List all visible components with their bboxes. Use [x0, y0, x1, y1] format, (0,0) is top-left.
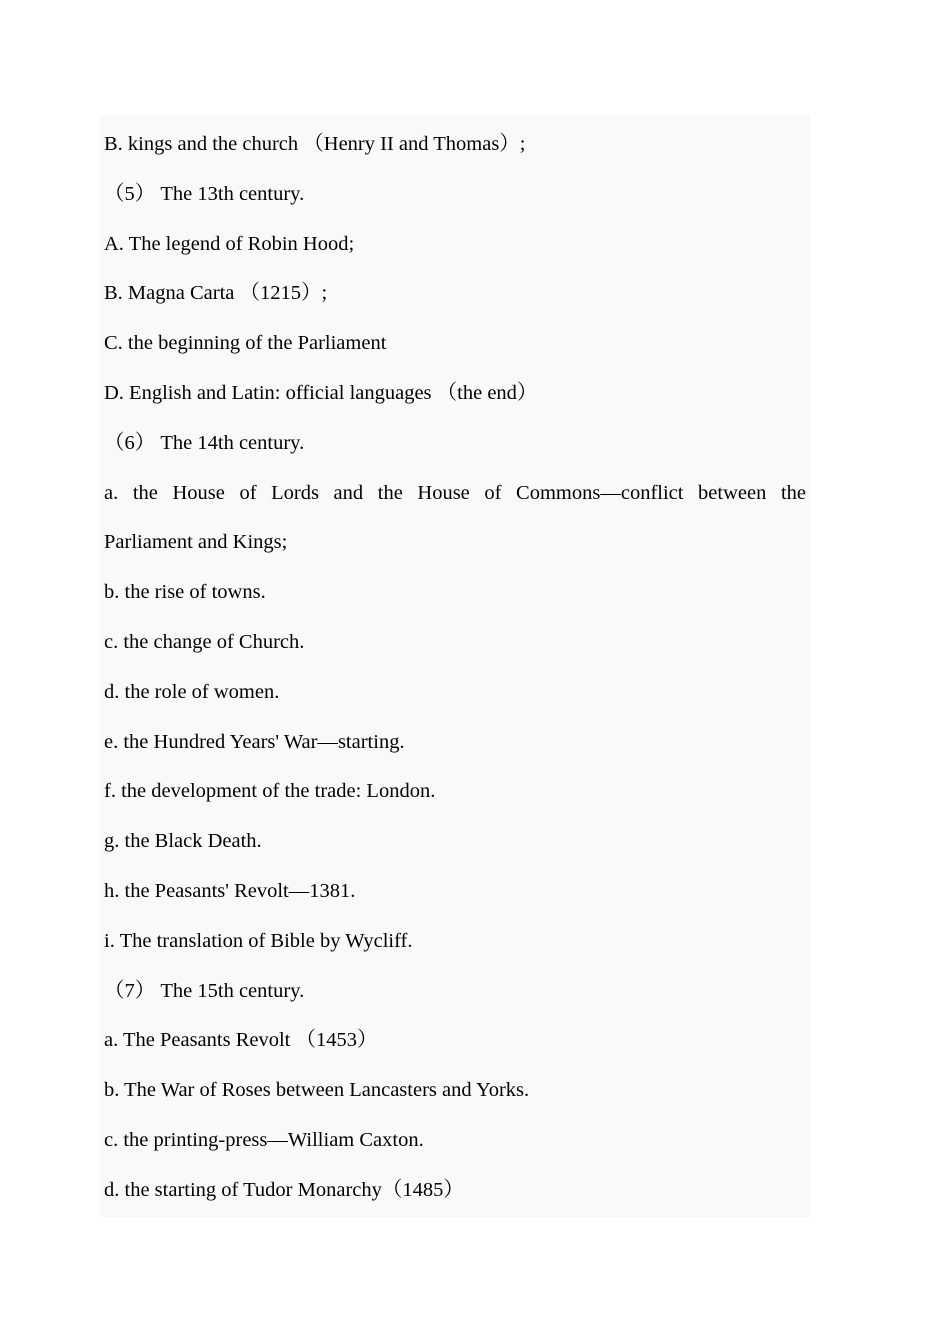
heading-13th-century: （5） The 13th century.: [104, 183, 305, 205]
line-change-of-church: c. the change of Church.: [104, 631, 305, 653]
line-hundred-years-war: e. the Hundred Years' War—starting.: [104, 731, 405, 753]
line-bible-translation: i. The translation of Bible by Wycliff.: [104, 930, 413, 952]
line-tudor-monarchy: d. the starting of Tudor Monarchy（1485）: [104, 1179, 464, 1201]
line-trade-development: f. the development of the trade: London.: [104, 780, 436, 802]
document-text-block: [100, 115, 810, 1217]
line-war-of-roses: b. The War of Roses between Lancasters and Yorks.: [104, 1079, 530, 1101]
line-kings-and-church: B. kings and the church （Henry II and Thomas）;: [104, 133, 526, 155]
line-houses-conflict-continued: Parliament and Kings;: [104, 531, 288, 553]
line-rise-of-towns: b. the rise of towns.: [104, 581, 266, 603]
line-parliament-beginning: C. the beginning of the Parliament: [104, 332, 387, 354]
line-black-death: g. the Black Death.: [104, 830, 262, 852]
heading-15th-century: （7） The 15th century.: [104, 980, 305, 1002]
line-peasants-revolt-1453: a. The Peasants Revolt （1453）: [104, 1029, 378, 1051]
heading-14th-century: （6） The 14th century.: [104, 432, 305, 454]
line-magna-carta: B. Magna Carta （1215）;: [104, 282, 328, 304]
line-official-languages: D. English and Latin: official languages （the end）: [104, 382, 538, 404]
line-houses-conflict: a. the House of Lords and the House of Commons—conflict between the: [104, 482, 806, 504]
line-peasants-revolt-1381: h. the Peasants' Revolt—1381.: [104, 880, 356, 902]
line-robin-hood: A. The legend of Robin Hood;: [104, 233, 355, 255]
line-printing-press: c. the printing-press—William Caxton.: [104, 1129, 424, 1151]
line-role-of-women: d. the role of women.: [104, 681, 280, 703]
